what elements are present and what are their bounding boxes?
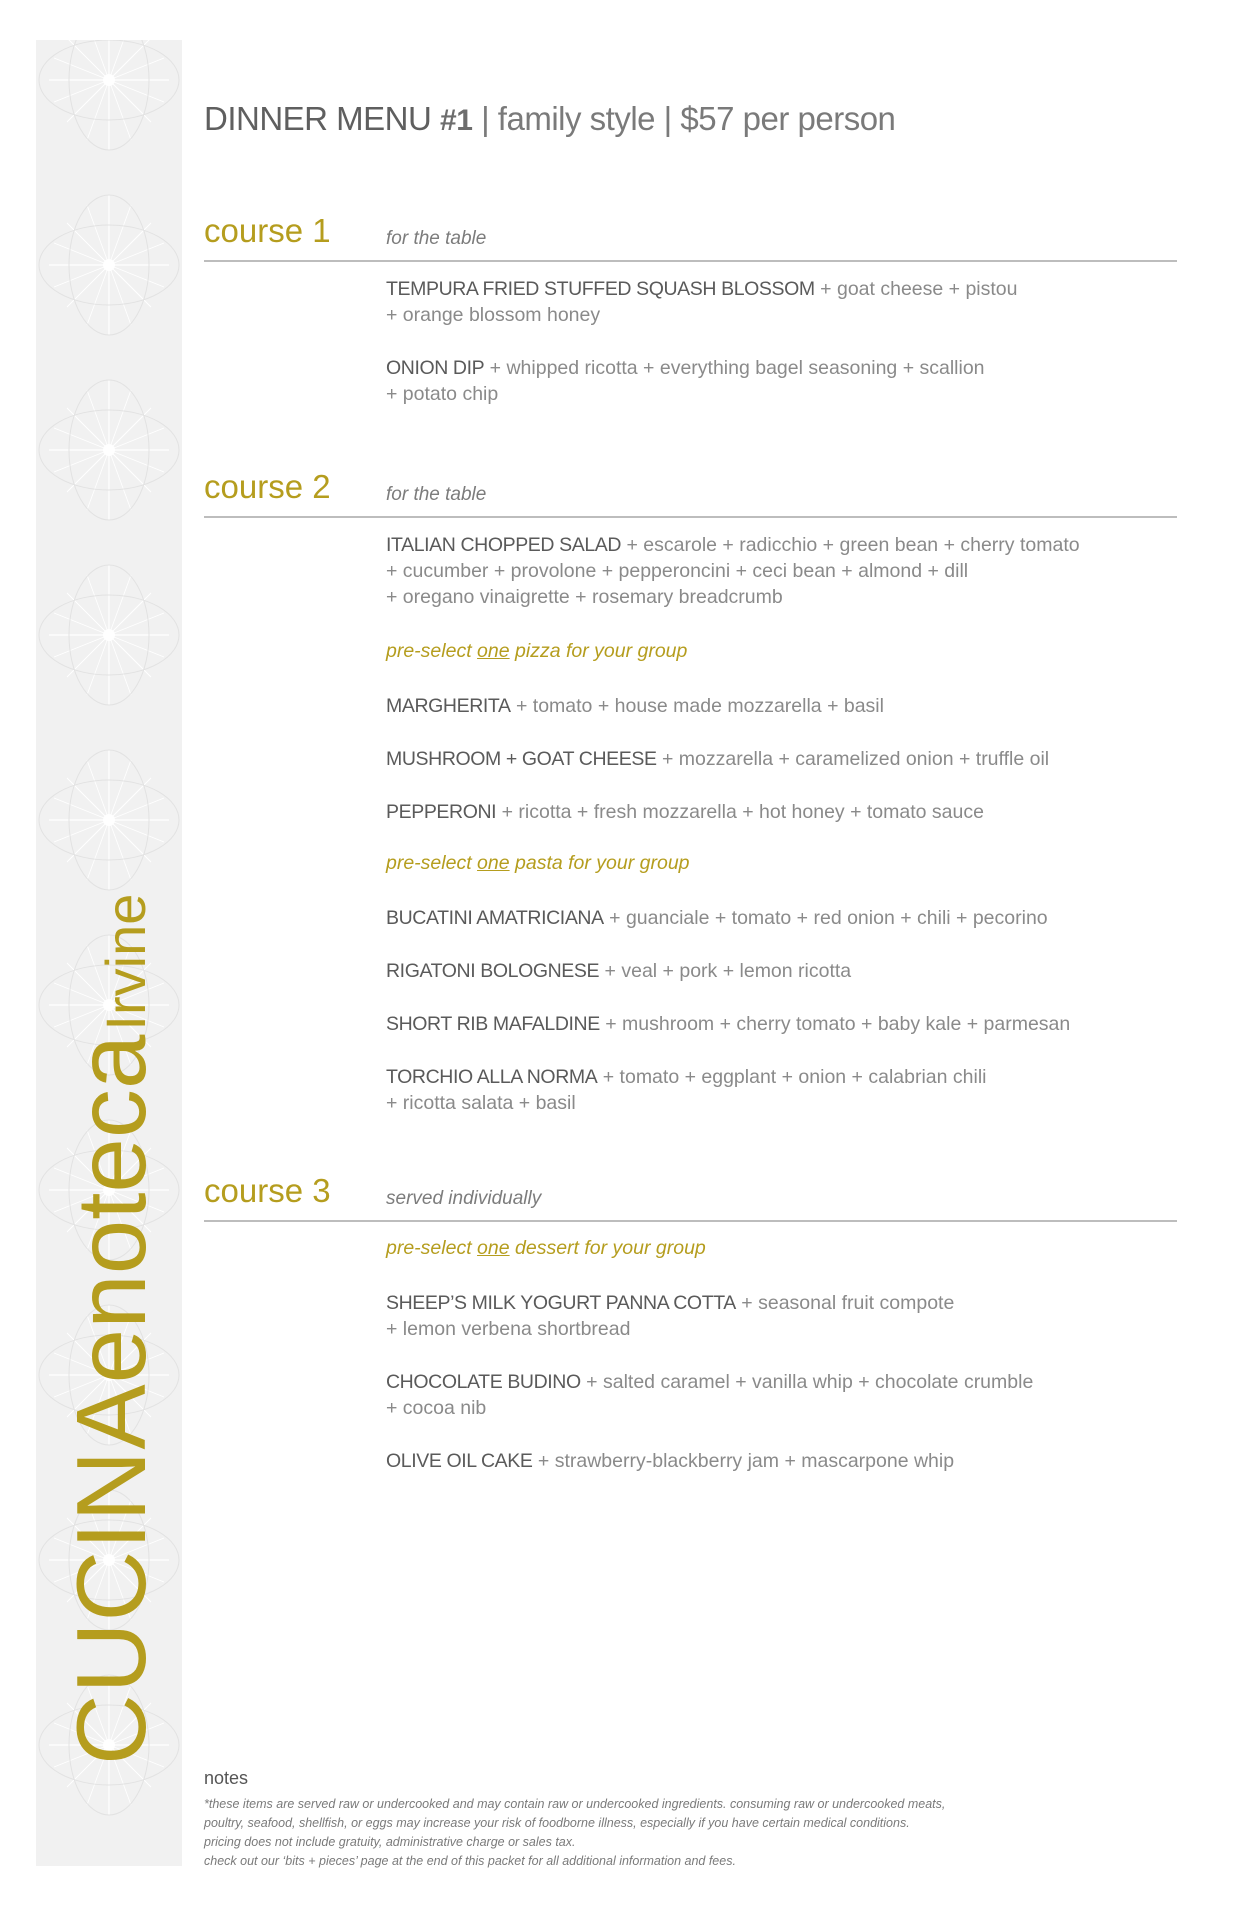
- notes-line: pricing does not include gratuity, administrative charge or sales tax.: [204, 1835, 576, 1849]
- item-desc: + goat cheese + pistou: [814, 278, 1018, 300]
- item-name: TEMPURA FRIED STUFFED SQUASH BLOSSOM: [386, 278, 815, 300]
- select-one: one: [477, 1237, 510, 1259]
- menu-item-mushroom-goat-cheese: [386, 746, 1186, 772]
- menu-item-mafaldine: [386, 1011, 1186, 1037]
- notes-heading: notes: [204, 1768, 249, 1788]
- item-name: ITALIAN CHOPPED SALAD: [386, 534, 622, 556]
- item-desc: + cucumber + provolone + pepperoncini + ceci bean + almond + dill: [386, 560, 969, 582]
- select-pre: pre-select: [386, 640, 478, 662]
- item-name: ONION DIP: [386, 357, 485, 379]
- course-title: course 3: [204, 1172, 331, 1209]
- menu-item-onion-dip: [386, 355, 1186, 407]
- select-post: dessert for your group: [509, 1237, 706, 1259]
- item-desc: + ricotta salata + basil: [386, 1092, 576, 1114]
- item-name: OLIVE OIL CAKE: [386, 1450, 533, 1472]
- select-one: one: [477, 640, 510, 662]
- menu-item-squash-blossom: [386, 276, 1186, 328]
- notes-line: *these items are served raw or undercooked and may contain raw or undercooked ingredients. consuming raw or undercooked meats,: [204, 1797, 946, 1811]
- menu-item-rigatoni: [386, 958, 1186, 984]
- brand-cucina: CUCINA: [56, 1383, 166, 1765]
- brand-enoteca: enoteca: [56, 1034, 166, 1384]
- select-post: pizza for your group: [509, 640, 688, 662]
- title-number: #1: [440, 104, 473, 137]
- item-desc: + strawberry-blackberry jam + mascarpone whip: [532, 1450, 955, 1472]
- pasta-select-note: [386, 852, 690, 875]
- item-name: RIGATONI BOLOGNESE: [386, 960, 600, 982]
- item-desc: + orange blossom honey: [386, 304, 601, 326]
- item-name: SHORT RIB MAFALDINE: [386, 1013, 600, 1035]
- menu-item-pepperoni: [386, 799, 1186, 825]
- menu-item-bucatini: [386, 905, 1186, 931]
- item-name: TORCHIO ALLA NORMA: [386, 1066, 598, 1088]
- course-subtitle: for the table: [386, 484, 487, 505]
- pizza-select-note: [386, 640, 687, 663]
- notes-line: check out our ‘bits + pieces’ page at the end of this packet for all additional information and fees.: [204, 1854, 736, 1868]
- item-desc: + salted caramel + vanilla whip + chocolate crumble: [580, 1371, 1034, 1393]
- menu-item-panna-cotta: [386, 1290, 1186, 1342]
- item-desc: + lemon verbena shortbread: [386, 1318, 631, 1340]
- item-name: MUSHROOM + GOAT CHEESE: [386, 748, 657, 770]
- item-desc: + oregano vinaigrette + rosemary breadcrumb: [386, 586, 783, 608]
- course-subtitle: for the table: [386, 228, 487, 249]
- item-desc: + tomato + house made mozzarella + basil: [510, 695, 884, 717]
- course-title: course 2: [204, 468, 331, 505]
- course-2-header: [204, 468, 1177, 518]
- item-name: SHEEP’S MILK YOGURT PANNA COTTA: [386, 1292, 736, 1314]
- item-desc: + ricotta + fresh mozzarella + hot honey + tomato sauce: [496, 801, 984, 823]
- select-pre: pre-select: [386, 852, 478, 874]
- title-menu: DINNER MENU: [204, 100, 432, 137]
- item-name: PEPPERONI: [386, 801, 497, 823]
- select-post: pasta for your group: [509, 852, 690, 874]
- course-3-header: [204, 1172, 1177, 1222]
- course-1-header: [204, 212, 1177, 262]
- brand-logo: [56, 893, 166, 1765]
- notes-section: [204, 1768, 1164, 1871]
- item-desc: + seasonal fruit compote: [735, 1292, 955, 1314]
- title-details: | family style | $57 per person: [481, 100, 896, 137]
- course-subtitle: served individually: [386, 1188, 542, 1209]
- menu-item-budino: [386, 1369, 1186, 1421]
- menu-item-olive-oil-cake: [386, 1448, 1186, 1474]
- menu-item-chopped-salad: [386, 532, 1186, 610]
- dessert-select-note: [386, 1237, 706, 1260]
- page-title: [204, 100, 895, 138]
- item-desc: + veal + pork + lemon ricotta: [599, 960, 852, 982]
- item-desc: + mozzarella + caramelized onion + truffle oil: [656, 748, 1050, 770]
- item-desc: + tomato + eggplant + onion + calabrian chili: [597, 1066, 987, 1088]
- item-desc: + potato chip: [386, 383, 499, 405]
- item-desc: + whipped ricotta + everything bagel seasoning + scallion: [484, 357, 985, 379]
- item-name: MARGHERITA: [386, 695, 511, 717]
- item-desc: + cocoa nib: [386, 1397, 487, 1419]
- item-name: BUCATINI AMATRICIANA: [386, 907, 604, 929]
- menu-item-torchio: [386, 1064, 1186, 1116]
- item-desc: + guanciale + tomato + red onion + chili + pecorino: [603, 907, 1048, 929]
- menu-item-margherita: [386, 693, 1186, 719]
- notes-line: poultry, seafood, shellfish, or eggs may increase your risk of foodborne illness, especially if you have certain medical conditions.: [204, 1816, 910, 1830]
- item-desc: + mushroom + cherry tomato + baby kale + parmesan: [599, 1013, 1071, 1035]
- brand-irvine: Irvine: [94, 893, 157, 1031]
- item-desc: + escarole + radicchio + green bean + cherry tomato: [621, 534, 1080, 556]
- course-title: course 1: [204, 212, 331, 249]
- select-one: one: [477, 852, 510, 874]
- item-name: CHOCOLATE BUDINO: [386, 1371, 581, 1393]
- select-pre: pre-select: [386, 1237, 478, 1259]
